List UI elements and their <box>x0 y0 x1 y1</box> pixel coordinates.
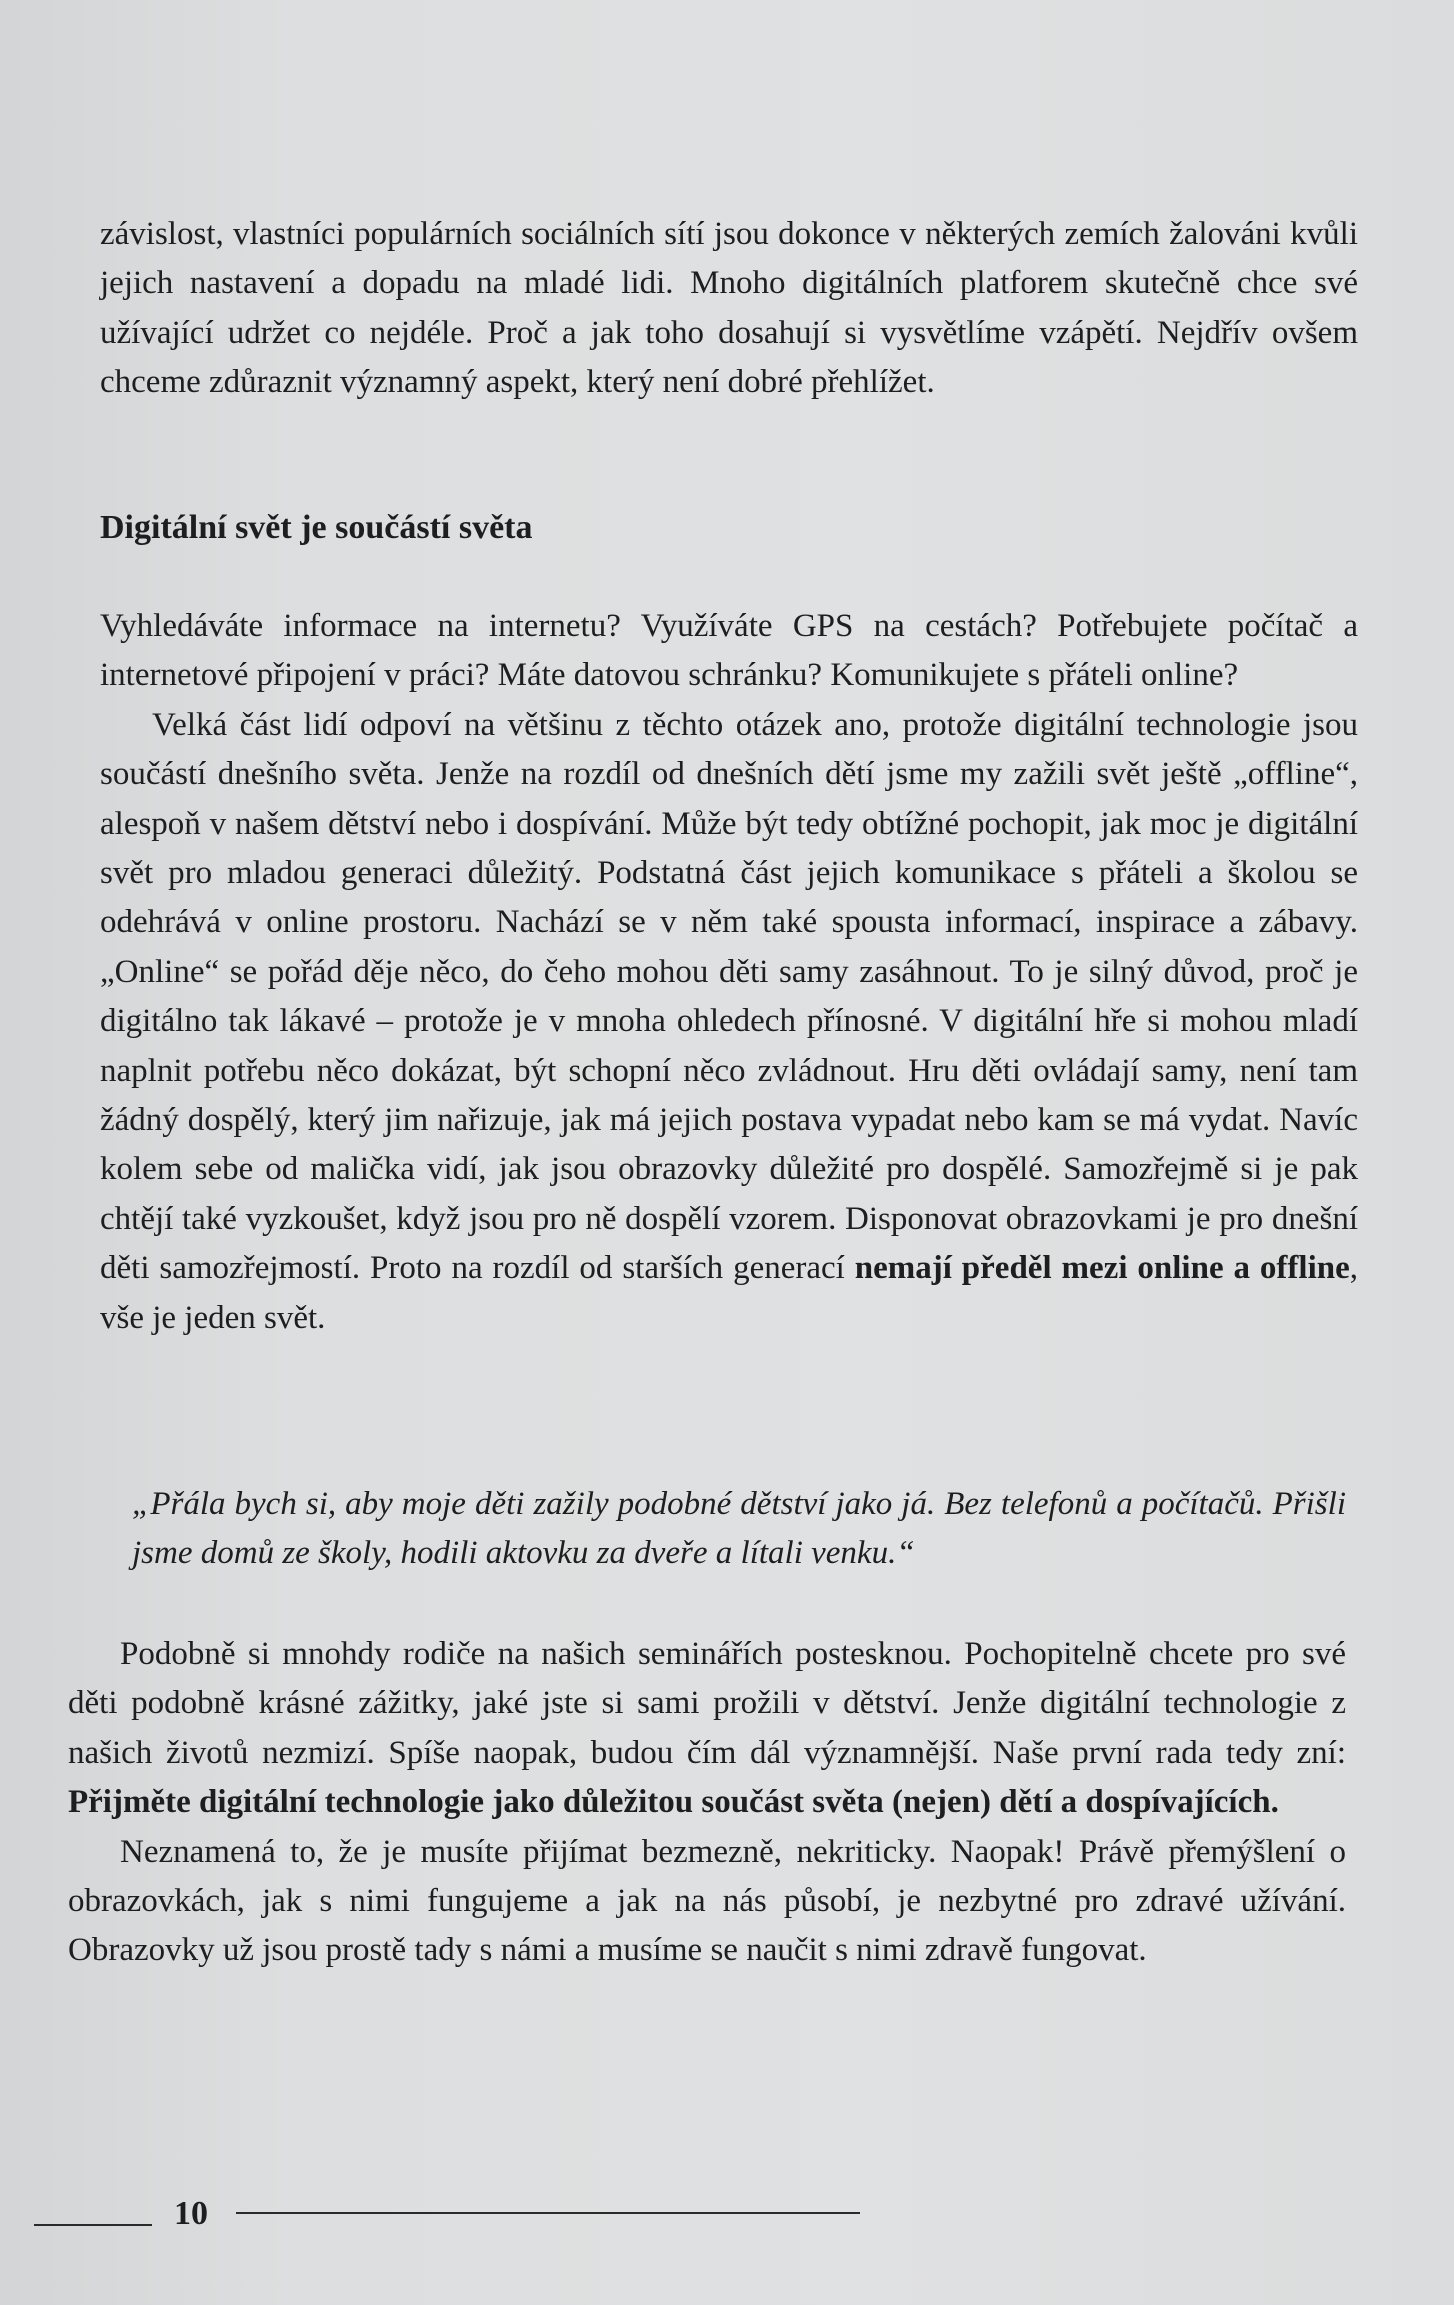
main-paragraph-text: Velká část lidí odpoví na většinu z těchto otázek ano, protože digitální technologie jsou součástí dnešního světa. Jenže na rozdíl od dnešních dětí jsme my zažili svět ještě „offline“, alespoň v našem dětství nebo i dospívání. Může být tedy obtížné pochopit, jak moc je digitální svět pro mladou generaci důležitý. Podstatná část jejich komunikace s přáteli a školou se odehrává v online prostoru. Nachází se v něm také spousta informací, inspirace a zábavy. „Online“ se pořád děje něco, do čeho mohou děti samy zasáhnout. To je silný důvod, proč je digitálno tak lákavé – protože je v mnoha ohledech přínosné. V digitální hře si mohou mladí naplnit potřebu něco dokázat, být schopní něco zvládnout. Hru děti ovládají samy, není tam žádný dospělý, který jim nařizuje, jak má jejich postava vypadat nebo kam se má vydat. Navíc kolem sebe od malička vidí, jak jsou obrazovky důležité pro dospělé. Samozřejmě si je pak chtějí také vyzkoušet, když jsou pro ně dospělí vzorem. Disponovat obrazovkami je pro dnešní děti samozřejmostí. Proto na rozdíl od starších generací <box>100 706 1358 1287</box>
advice-paragraph-emphasis: Přijměte digitální technologie jako důležitou součást světa (nejen) dětí a dospívajících. <box>68 1784 1279 1821</box>
advice-paragraph-text: Podobně si mnohdy rodiče na našich seminářích postesknou. Pochopitelně chcete pro své děti podobně krásné zážitky, jaké jste si sami prožili v dětství. Jenže digitální technologie z našich životů nezmizí. Spíše naopak, budou čím dál významnější. Naše první rada tedy zní: <box>68 1636 1346 1771</box>
page-footer <box>0 2188 1454 2248</box>
page-number: 10 <box>174 2195 208 2232</box>
main-paragraph <box>100 701 1358 1343</box>
parent-quote: „Přála bych si, aby moje děti zažily podobné dětství jako já. Bez telefonů a počítačů. Přišli jsme domů ze školy, hodili aktovku za dveře a lítali venku.“ <box>132 1486 1346 1572</box>
questions-paragraph: Vyhledáváte informace na internetu? Využíváte GPS na cestách? Potřebujete počítač a internetové připojení v práci? Máte datovou schránku? Komunikujete s přáteli online? <box>100 608 1358 694</box>
section1-body <box>100 602 1358 1343</box>
intro-paragraph-block <box>100 210 1358 408</box>
closing-paragraph: Neznamená to, že je musíte přijímat bezmezně, nekriticky. Naopak! Právě přemýšlení o obrazovkách, jak s nimi fungujeme a jak na nás působí, je nezbytné pro zdravé užívání. Obrazovky už jsou prostě tady s námi a musíme se naučit s nimi zdravě fungovat. <box>68 1833 1346 1969</box>
advice-paragraph <box>68 1630 1346 1828</box>
section-heading: Digitální svět je součástí světa <box>100 509 533 546</box>
main-paragraph-emphasis: nemají předěl mezi online a offline <box>854 1250 1350 1287</box>
footer-rule-right <box>236 2212 860 2214</box>
main-paragraph-tail: , vše je jeden svět. <box>100 1250 1359 1336</box>
section2-body <box>68 1630 1346 1976</box>
intro-paragraph: závislost, vlastníci populárních sociálních sítí jsou dokonce v některých zemích žalováni kvůli jejich nastavení a dopadu na mladé lidi. Mnoho digitálních platforem skutečně chce své užívající udržet co nejdéle. Proč a jak toho dosahují si vysvětlíme vzápětí. Nejdřív ovšem chceme zdůraznit významný aspekt, který není dobré přehlížet. <box>100 216 1358 401</box>
footer-rule-left <box>34 2224 152 2226</box>
